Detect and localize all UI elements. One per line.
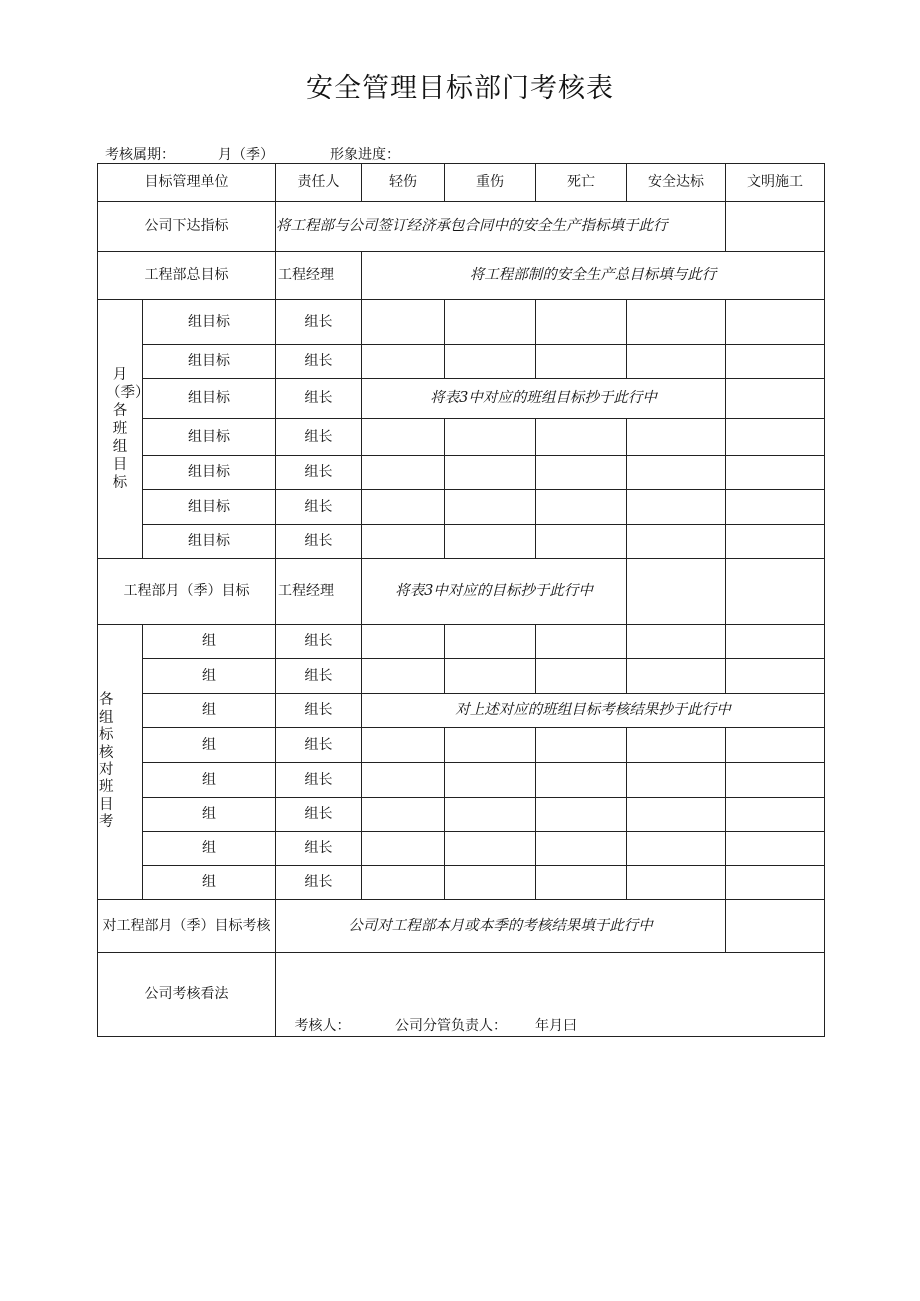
empty-cell xyxy=(362,798,445,832)
dept-month-person: 工程经理 xyxy=(276,559,362,625)
empty-cell xyxy=(726,490,825,525)
team-target-group-text: 月（季）各班组目标 xyxy=(106,366,150,492)
empty-cell xyxy=(627,866,726,900)
team-assess-row xyxy=(98,625,825,659)
empty-cell xyxy=(536,456,627,490)
empty-cell xyxy=(445,866,536,900)
team-assess-person: 组长 xyxy=(276,659,362,694)
dept-month-label: 工程部月（季）目标 xyxy=(98,559,276,625)
dept-total-note: 将工程部制的安全生产总目标填与此行 xyxy=(362,252,825,300)
team-assess-person: 组长 xyxy=(276,798,362,832)
team-assess-row xyxy=(98,798,825,832)
dept-assess-row xyxy=(98,900,825,953)
team-target-label: 组目标 xyxy=(143,419,276,456)
company-target-row xyxy=(98,202,825,252)
team-assess-row xyxy=(98,728,825,763)
team-target-label: 组目标 xyxy=(143,345,276,379)
header-serious-injury: 重伤 xyxy=(445,164,536,202)
company-opinion-label: 公司考核看法 xyxy=(98,953,276,1037)
team-assess-label: 组 xyxy=(143,728,276,763)
empty-cell xyxy=(536,525,627,559)
team-target-person: 组长 xyxy=(276,345,362,379)
empty-cell xyxy=(536,490,627,525)
empty-cell xyxy=(362,419,445,456)
header-row xyxy=(98,164,825,202)
empty-cell xyxy=(726,525,825,559)
assessment-table xyxy=(97,163,825,1037)
team-target-row xyxy=(98,525,825,559)
team-target-row xyxy=(98,456,825,490)
empty-cell xyxy=(627,832,726,866)
empty-cell xyxy=(445,345,536,379)
empty-cell xyxy=(726,798,825,832)
empty-cell xyxy=(726,832,825,866)
empty-cell xyxy=(445,300,536,345)
team-assess-group-label xyxy=(98,625,143,900)
empty-cell xyxy=(536,345,627,379)
team-target-label: 组目标 xyxy=(143,490,276,525)
team-target-label: 组目标 xyxy=(143,300,276,345)
empty-cell xyxy=(627,559,726,625)
team-assess-row xyxy=(98,866,825,900)
empty-cell xyxy=(536,798,627,832)
empty-cell xyxy=(627,763,726,798)
team-target-person: 组长 xyxy=(276,300,362,345)
empty-cell xyxy=(726,625,825,659)
header-death: 死亡 xyxy=(536,164,627,202)
empty-cell xyxy=(536,419,627,456)
empty-cell xyxy=(726,866,825,900)
company-opinion-row xyxy=(98,953,825,1037)
empty-cell xyxy=(536,625,627,659)
period-label: 考核属期： xyxy=(105,147,175,163)
team-assess-label: 组 xyxy=(143,866,276,900)
empty-cell xyxy=(627,456,726,490)
empty-cell xyxy=(726,559,825,625)
team-target-row xyxy=(98,490,825,525)
empty-cell xyxy=(627,345,726,379)
empty-cell xyxy=(536,728,627,763)
team-assess-label: 组 xyxy=(143,694,276,728)
dept-total-label: 工程部总目标 xyxy=(98,252,276,300)
empty-cell xyxy=(726,202,825,252)
empty-cell xyxy=(627,659,726,694)
empty-cell xyxy=(627,625,726,659)
progress-label: 形象进度： xyxy=(330,147,400,163)
team-target-label: 组目标 xyxy=(143,379,276,419)
empty-cell xyxy=(362,659,445,694)
team-target-group-label xyxy=(98,300,150,559)
empty-cell xyxy=(362,490,445,525)
empty-cell xyxy=(362,763,445,798)
team-assess-row xyxy=(98,659,825,694)
empty-cell xyxy=(445,456,536,490)
signature-line xyxy=(278,1017,577,1035)
dept-total-person: 工程经理 xyxy=(276,252,362,300)
team-assess-label: 组 xyxy=(143,832,276,866)
empty-cell xyxy=(536,300,627,345)
empty-cell xyxy=(536,866,627,900)
empty-cell xyxy=(726,900,825,953)
company-target-note: 将工程部与公司签订经济承包合同中的安全生产指标填于此行 xyxy=(276,202,726,252)
team-assess-label: 组 xyxy=(143,625,276,659)
empty-cell xyxy=(362,456,445,490)
empty-cell xyxy=(362,866,445,900)
dept-assess-note: 公司对工程部本月或本季的考核结果填于此行中 xyxy=(276,900,726,953)
team-target-person: 组长 xyxy=(276,419,362,456)
company-opinion-field[interactable] xyxy=(276,953,825,1037)
page-title: 安全管理目标部门考核表 xyxy=(306,73,614,104)
team-assess-label: 组 xyxy=(143,659,276,694)
empty-cell xyxy=(726,456,825,490)
team-assess-label: 组 xyxy=(143,798,276,832)
team-target-row xyxy=(98,345,825,379)
team-assess-person: 组长 xyxy=(276,694,362,728)
empty-cell xyxy=(627,728,726,763)
dept-month-row xyxy=(98,559,825,625)
team-assess-row xyxy=(98,832,825,866)
empty-cell xyxy=(726,419,825,456)
empty-cell xyxy=(445,659,536,694)
empty-cell xyxy=(362,525,445,559)
dept-assess-label: 对工程部月（季）目标考核 xyxy=(98,900,276,953)
team-target-person: 组长 xyxy=(276,456,362,490)
empty-cell xyxy=(362,300,445,345)
empty-cell xyxy=(362,345,445,379)
team-assess-row xyxy=(98,694,825,728)
empty-cell xyxy=(627,490,726,525)
empty-cell xyxy=(627,300,726,345)
assessor-label: 考核人： xyxy=(294,1017,351,1034)
team-target-person: 组长 xyxy=(276,525,362,559)
team-assess-label: 组 xyxy=(143,763,276,798)
team-assess-person: 组长 xyxy=(276,728,362,763)
empty-cell xyxy=(445,798,536,832)
manager-label: 公司分管负责人： xyxy=(395,1017,507,1034)
dept-total-row xyxy=(98,252,825,300)
header-unit: 目标管理单位 xyxy=(98,164,276,202)
team-assess-person: 组长 xyxy=(276,832,362,866)
team-target-row xyxy=(98,379,825,419)
team-assess-person: 组长 xyxy=(276,866,362,900)
team-target-label: 组目标 xyxy=(143,456,276,490)
empty-cell xyxy=(536,832,627,866)
empty-cell xyxy=(627,525,726,559)
empty-cell xyxy=(445,625,536,659)
empty-cell xyxy=(726,300,825,345)
empty-cell xyxy=(726,728,825,763)
empty-cell xyxy=(627,798,726,832)
empty-cell xyxy=(445,728,536,763)
empty-cell xyxy=(445,419,536,456)
team-target-row xyxy=(98,300,825,345)
month-season-label: 月（季） xyxy=(218,147,274,163)
empty-cell xyxy=(627,419,726,456)
empty-cell xyxy=(445,490,536,525)
dept-month-note: 将表3中对应的目标抄于此行中 xyxy=(362,559,627,625)
empty-cell xyxy=(362,625,445,659)
company-target-label: 公司下达指标 xyxy=(98,202,276,252)
empty-cell xyxy=(362,832,445,866)
empty-cell xyxy=(726,345,825,379)
team-assess-person: 组长 xyxy=(276,763,362,798)
team-target-person: 组长 xyxy=(276,490,362,525)
empty-cell xyxy=(536,763,627,798)
empty-cell xyxy=(726,379,825,419)
header-minor-injury: 轻伤 xyxy=(362,164,445,202)
empty-cell xyxy=(445,832,536,866)
empty-cell xyxy=(726,763,825,798)
empty-cell xyxy=(362,728,445,763)
header-safety-standard: 安全达标 xyxy=(627,164,726,202)
team-target-person: 组长 xyxy=(276,379,362,419)
empty-cell xyxy=(726,659,825,694)
empty-cell xyxy=(445,763,536,798)
team-assess-row xyxy=(98,763,825,798)
team-assess-note: 对上述对应的班组目标考核结果抄于此行中 xyxy=(362,694,825,728)
empty-cell xyxy=(536,659,627,694)
empty-cell xyxy=(445,525,536,559)
team-assess-person: 组长 xyxy=(276,625,362,659)
date-label: 年月曰 xyxy=(535,1017,577,1034)
team-target-row xyxy=(98,419,825,456)
team-assess-group-text: 各组标核对班目考 xyxy=(99,692,114,831)
header-person: 责任人 xyxy=(276,164,362,202)
team-target-note: 将表3中对应的班组目标抄于此行中 xyxy=(362,379,726,419)
team-target-label: 组目标 xyxy=(143,525,276,559)
header-civil-construction: 文明施工 xyxy=(726,164,825,202)
